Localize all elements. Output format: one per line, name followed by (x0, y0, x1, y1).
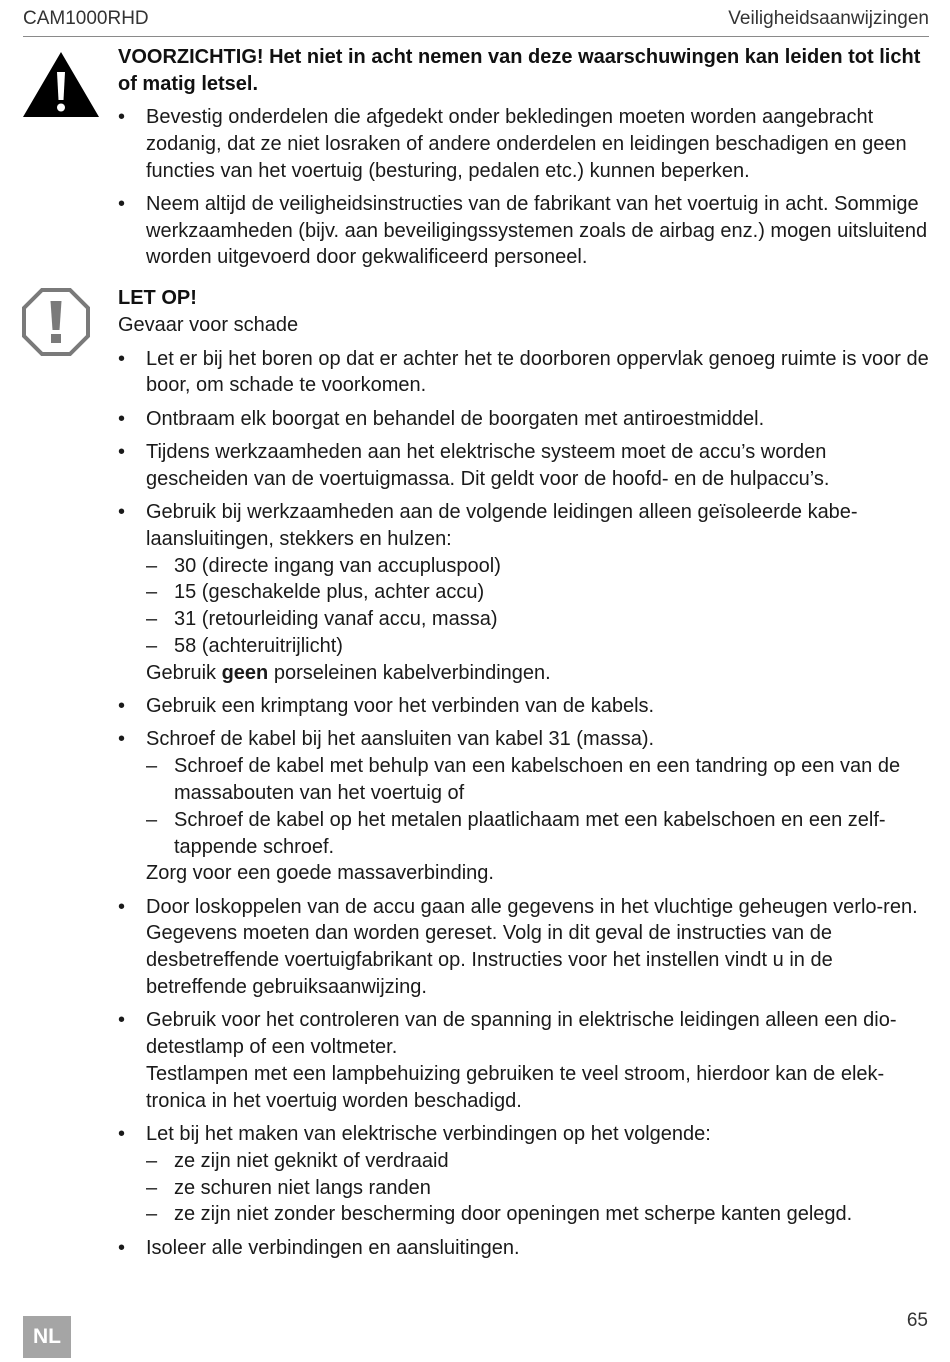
header-model: CAM1000RHD (23, 8, 149, 29)
sub-list-item: – 31 (retourleiding vanaf accu, massa) (146, 606, 930, 633)
list-item: • Let er bij het boren op dat er achter het te doorboren oppervlak genoeg ruimte is voor de boor, om schade te voorkomen. (118, 346, 930, 400)
list-item: • Gebruik een krimptang voor het verbinden van de kabels. (118, 693, 930, 720)
page-number: 65 (906, 1310, 928, 1331)
list-item: • Tijdens werkzaamheden aan het elektrische systeem moet de accu’s worden gescheiden van de voertuigmassa. Dit geldt voor de hoofd- en de hulpaccu’s. (118, 439, 930, 493)
sub-list-item: – Schroef de kabel met behulp van een kabelschoen en een tandring op een van de massabouten van het voertuig of (146, 753, 930, 807)
sub-list-item: – 15 (geschakelde plus, achter accu) (146, 579, 930, 606)
list-item-note: Testlampen met een lampbehuizing gebruiken te veel stroom, hierdoor kan de elek-tronica in het voertuig worden beschadigd. (146, 1062, 885, 1112)
sub-list-item: – Schroef de kabel op het metalen plaatlichaam met een kabelschoen en een zelf-tappende schroef. (146, 807, 930, 861)
list-item: • Neem altijd de veiligheidsinstructies van de fabrikant van het voertuig in acht. Sommige werkzaamheden (bijv. aan beveiligingssystemen zoals de airbag enz.) mogen uitsluitend worden uitgevoerd door gekwalificeerd personeel. (118, 191, 930, 271)
list-item-text: Schroef de kabel bij het aansluiten van kabel 31 (massa). (146, 728, 655, 751)
sub-list-item: – ze zijn niet zonder bescherming door openingen met scherpe kanten gelegd. (146, 1201, 930, 1228)
list-item-text: Gebruik bij werkzaamheden aan de volgende leidingen alleen geïsoleerde kabe-laansluitingen, stekkers en hulzen: (146, 500, 858, 550)
notice-section (118, 285, 930, 1262)
list-item: • Isoleer alle verbindingen en aansluitingen. (118, 1235, 930, 1262)
notice-title: LET OP! (118, 287, 197, 309)
sub-list-item: – ze zijn niet geknikt of verdraaid (146, 1148, 930, 1175)
warning-list (118, 104, 930, 271)
sub-list (146, 753, 930, 860)
warning-triangle-icon (22, 50, 100, 118)
list-item-text: Let bij het maken van elektrische verbindingen op het volgende: (146, 1123, 711, 1146)
notice-subtitle: Gevaar voor schade (118, 314, 299, 336)
list-item (118, 1121, 930, 1228)
list-item: • Door loskoppelen van de accu gaan alle gegevens in het vluchtige geheugen verlo-ren. Gegevens moeten dan worden gereset. Volg in dit geval de instructies van de desbetreffende voertuigfabrikant op. Instructies voor het instellen vindt u in de betreffende gebruiksaanwijzing. (118, 894, 930, 1001)
list-item (118, 726, 930, 887)
header-section: Veiligheidsaanwijzingen (728, 8, 929, 29)
notice-list (118, 346, 930, 1262)
sub-list (146, 1148, 930, 1228)
emphasis: geen (221, 661, 269, 684)
list-item: • Ontbraam elk boorgat en behandel de boorgaten met antiroestmiddel. (118, 406, 930, 433)
warning-section (118, 44, 930, 271)
sub-list-item: – 30 (directe ingang van accupluspool) (146, 553, 930, 580)
list-item: • Bevestig onderdelen die afgedekt onder bekledingen moeten worden aangebracht zodanig, dat ze niet losraken of andere onderdelen en leidingen beschadigen en geen functies van het voertuig (besturing, pedalen etc.) kunnen beperken. (118, 104, 930, 184)
notice-octagon-icon (22, 288, 90, 356)
list-item-note: Zorg voor een goede massaverbinding. (146, 862, 494, 885)
list-item-note: Gebruik geen porseleinen kabelverbindingen. (146, 661, 551, 684)
sub-list-item: – 58 (achteruitrijlicht) (146, 633, 930, 660)
warning-title: VOORZICHTIG! Het niet in acht nemen van deze waarschuwingen kan leiden tot licht of matig letsel. (118, 46, 921, 95)
list-item (118, 499, 930, 687)
sub-list-item: – ze schuren niet langs randen (146, 1175, 930, 1202)
list-item-text: Gebruik voor het controleren van de spanning in elektrische leidingen alleen een dio-detestlamp of een voltmeter. (146, 1009, 897, 1059)
sub-list (146, 553, 930, 660)
page-header (23, 8, 929, 37)
language-badge: NL (23, 1316, 71, 1358)
list-item (118, 1007, 930, 1114)
